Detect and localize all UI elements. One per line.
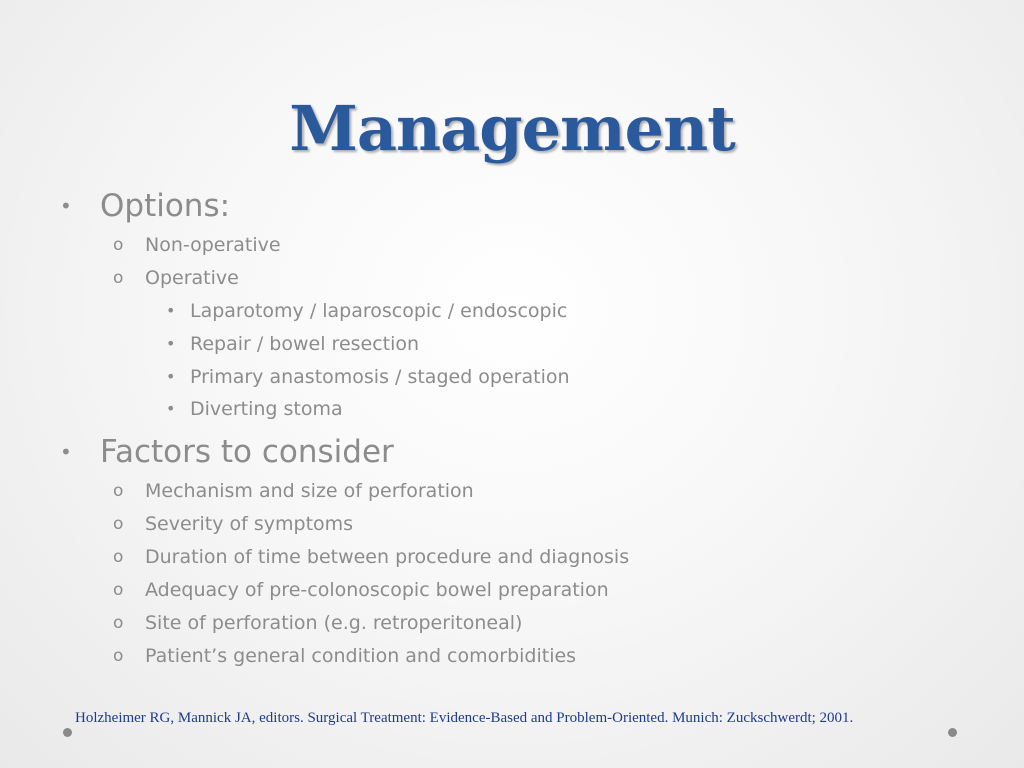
sub-sub-bullet-marker: •	[166, 367, 176, 386]
sub-sub-bullet-repair	[166, 331, 420, 357]
sub-sub-bullet-stoma	[166, 396, 343, 422]
sub-sub-bullet-marker: •	[166, 334, 176, 353]
sub-bullet-marker: o	[113, 268, 124, 288]
sub-sub-bullet-label: Laparotomy / laparoscopic / endoscopic	[190, 300, 568, 322]
sub-sub-bullet-marker: •	[166, 301, 176, 320]
sub-bullet-severity	[113, 511, 354, 537]
sub-bullet-marker: o	[113, 613, 124, 633]
sub-bullet-label: Non-operative	[145, 234, 281, 256]
sub-bullet-non-operative	[113, 232, 281, 258]
sub-bullet-label: Patient’s general condition and comorbidities	[145, 645, 577, 667]
bullet-factors	[60, 432, 394, 472]
bullet-marker: •	[60, 440, 72, 464]
sub-bullet-label: Operative	[145, 267, 239, 289]
bullet-label: Options:	[100, 188, 231, 224]
sub-bullet-duration	[113, 544, 630, 570]
sub-bullet-condition	[113, 643, 577, 669]
sub-bullet-marker: o	[113, 646, 124, 666]
sub-bullet-marker: o	[113, 481, 124, 501]
sub-bullet-label: Duration of time between procedure and diagnosis	[145, 546, 630, 568]
sub-bullet-operative	[113, 265, 239, 291]
sub-sub-bullet-label: Repair / bowel resection	[190, 333, 420, 355]
corner-dot-right	[948, 728, 957, 737]
sub-bullet-preparation	[113, 577, 609, 603]
sub-bullet-label: Mechanism and size of perforation	[145, 480, 474, 502]
sub-sub-bullet-marker: •	[166, 399, 176, 418]
slide-title: Management	[289, 92, 735, 165]
sub-bullet-site	[113, 610, 523, 636]
sub-bullet-marker: o	[113, 514, 124, 534]
corner-dot-left	[63, 728, 72, 737]
sub-bullet-marker: o	[113, 547, 124, 567]
sub-bullet-label: Severity of symptoms	[145, 513, 354, 535]
sub-sub-bullet-approach	[166, 298, 568, 324]
sub-bullet-marker: o	[113, 580, 124, 600]
bullet-options	[60, 186, 231, 226]
bullet-label: Factors to consider	[100, 434, 394, 470]
sub-bullet-label: Adequacy of pre-colonoscopic bowel preparation	[145, 579, 609, 601]
sub-bullet-marker: o	[113, 235, 124, 255]
sub-sub-bullet-label: Diverting stoma	[190, 398, 343, 420]
sub-bullet-label: Site of perforation (e.g. retroperitoneal)	[145, 612, 523, 634]
bullet-marker: •	[60, 194, 72, 218]
sub-sub-bullet-label: Primary anastomosis / staged operation	[190, 366, 570, 388]
sub-sub-bullet-anastomosis	[166, 364, 570, 390]
reference-citation: Holzheimer RG, Mannick JA, editors. Surgical Treatment: Evidence-Based and Problem-Oriented. Munich: Zuckschwerdt; 2001.	[75, 710, 854, 726]
sub-bullet-mechanism	[113, 478, 474, 504]
